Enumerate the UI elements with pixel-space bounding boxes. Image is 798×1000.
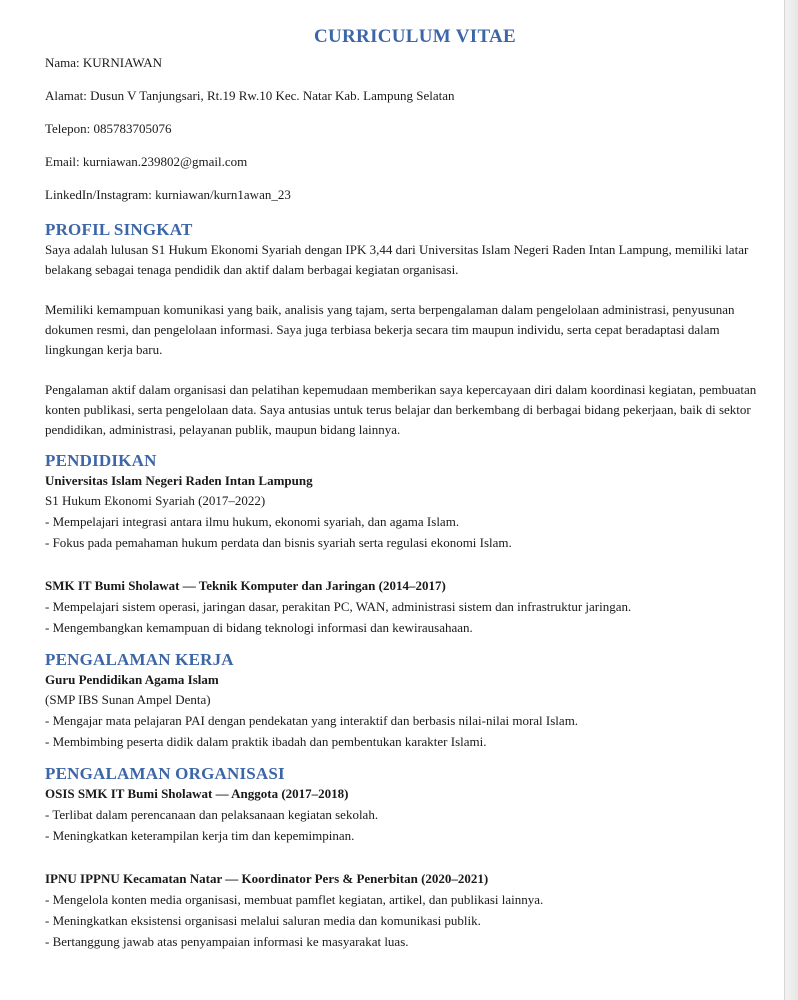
work-place: (SMP IBS Sunan Ampel Denta) (45, 692, 211, 707)
work-role: Guru Pendidikan Agama Islam (45, 672, 219, 687)
education-section (45, 451, 775, 638)
contact-name: Nama: KURNIAWAN (45, 55, 163, 70)
organization-bullet: - Meningkatkan keterampilan kerja tim dan kepemimpinan. (45, 828, 355, 843)
organization-title: OSIS SMK IT Bumi Sholawat — Anggota (2017–2018) (45, 786, 349, 801)
education-detail: S1 Hukum Ekonomi Syariah (2017–2022) (45, 493, 266, 508)
work-heading: PENGALAMAN KERJA (45, 650, 234, 669)
contact-email: Email: kurniawan.239802@gmail.com (45, 154, 248, 169)
profile-paragraph: Memiliki kemampuan komunikasi yang baik, analisis yang tajam, serta berpengalaman dalam pengelolaan administrasi, penyusunan dokumen resmi, dan pengelolaan informasi. Saya juga terbiasa bekerja secara tim maupun individu, serta cepat beradaptasi dalam lingkungan kerja baru. (45, 302, 735, 357)
education-heading: PENDIDIKAN (45, 451, 157, 470)
organization-bullet: - Terlibat dalam perencanaan dan pelaksanaan kegiatan sekolah. (45, 807, 379, 822)
education-bullet: - Fokus pada pemahaman hukum perdata dan bisnis syariah serta regulasi ekonomi Islam. (45, 535, 512, 550)
page-edge-strip (785, 0, 798, 1000)
contact-block (45, 54, 775, 203)
organization-title: IPNU IPPNU Kecamatan Natar — Koordinator Pers & Penerbitan (2020–2021) (45, 871, 489, 886)
contact-address: Alamat: Dusun V Tanjungsari, Rt.19 Rw.10 Kec. Natar Kab. Lampung Selatan (45, 88, 455, 103)
organization-bullet: - Bertanggung jawab atas penyampaian informasi ke masyarakat luas. (45, 934, 409, 949)
organization-heading: PENGALAMAN ORGANISASI (45, 764, 285, 783)
education-institution: Universitas Islam Negeri Raden Intan Lampung (45, 473, 313, 488)
cv-document (45, 26, 775, 952)
work-bullet: - Mengajar mata pelajaran PAI dengan pendekatan yang interaktif dan berbasis nilai-nilai moral Islam. (45, 713, 579, 728)
education-bullet: - Mempelajari sistem operasi, jaringan dasar, perakitan PC, WAN, administrasi sistem dan infrastruktur jaringan. (45, 599, 632, 614)
contact-phone: Telepon: 085783705076 (45, 121, 172, 136)
profile-heading: PROFIL SINGKAT (45, 220, 193, 239)
organization-section (45, 764, 775, 952)
profile-paragraph: Pengalaman aktif dalam organisasi dan pelatihan kepemudaan memberikan saya kepercayaan diri dalam koordinasi kegiatan, pembuatan konten publikasi, serta pengelolaan data. Saya antusias untuk terus belajar dan berkembang di berbagai bidang pekerjaan, baik di sektor pendidikan, administrasi, pelayanan publik, maupun bidang lainnya. (45, 382, 757, 437)
education-institution: SMK IT Bumi Sholawat — Teknik Komputer dan Jaringan (2014–2017) (45, 578, 446, 593)
organization-bullet: - Mengelola konten media organisasi, membuat pamflet kegiatan, artikel, dan publikasi lainnya. (45, 892, 544, 907)
profile-section (45, 220, 775, 440)
work-section (45, 650, 775, 752)
work-bullet: - Membimbing peserta didik dalam praktik ibadah dan pembentukan karakter Islami. (45, 734, 487, 749)
document-title: CURRICULUM VITAE (313, 26, 517, 47)
organization-bullet: - Meningkatkan eksistensi organisasi melalui saluran media dan komunikasi publik. (45, 913, 481, 928)
education-bullet: - Mempelajari integrasi antara ilmu hukum, ekonomi syariah, dan agama Islam. (45, 514, 460, 529)
education-bullet: - Mengembangkan kemampuan di bidang teknologi informasi dan kewirausahaan. (45, 620, 473, 635)
profile-paragraph: Saya adalah lulusan S1 Hukum Ekonomi Syariah dengan IPK 3,44 dari Universitas Islam Negeri Raden Intan Lampung, memiliki latar belakang sebagai tenaga pendidik dan aktif dalam berbagai kegiatan organisasi. (45, 242, 749, 277)
contact-social: LinkedIn/Instagram: kurniawan/kurn1awan_23 (45, 187, 291, 202)
